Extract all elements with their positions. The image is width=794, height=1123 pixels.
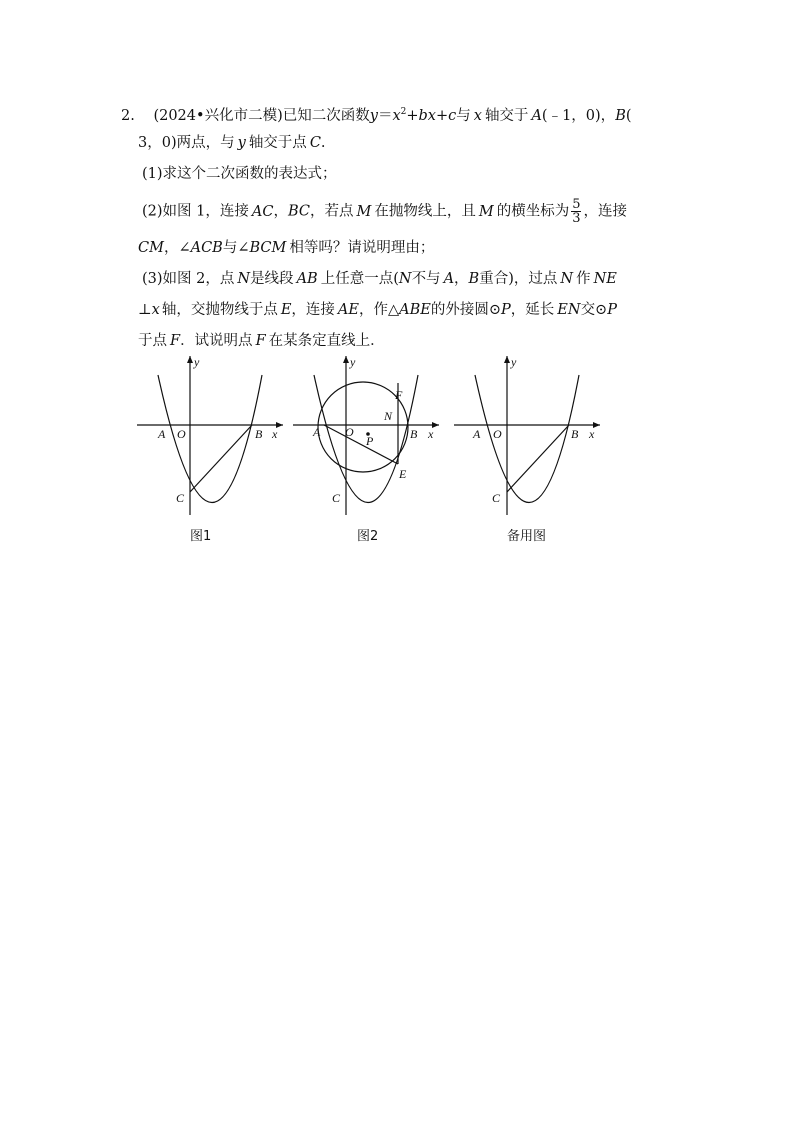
- stem-text: 与: [456, 107, 471, 124]
- stem-end: .: [320, 135, 326, 151]
- equation-rest: +bx+c: [406, 107, 457, 124]
- part-3-text: 重合)，过点: [479, 271, 558, 287]
- label-x: x: [272, 427, 278, 441]
- perp-symbol: ⊥: [138, 302, 152, 318]
- part-3-text: 轴，交抛物线于点: [161, 302, 278, 318]
- part-2-text: ，连接: [583, 203, 627, 220]
- label-y: y: [511, 355, 517, 369]
- equation-eq: ＝: [377, 107, 393, 124]
- label-a: A: [473, 427, 481, 441]
- part-2-text: ，∠: [163, 240, 191, 256]
- label-f: F: [395, 388, 403, 402]
- x-axis-var: x: [473, 107, 482, 124]
- part-3-text: 于点: [138, 333, 167, 349]
- segment-ae: [324, 425, 398, 464]
- angle-acb: ACB: [190, 240, 223, 256]
- question-source: (2024•兴化市二模): [153, 107, 283, 124]
- comma: ，: [273, 203, 288, 220]
- point-b: B: [468, 271, 480, 287]
- point-a: A: [443, 271, 455, 287]
- part-2-line-2: [138, 238, 434, 258]
- y-axis-arrow: [504, 356, 510, 363]
- equation-exponent: 2: [400, 107, 407, 117]
- point-b-coord-start: (: [625, 107, 632, 124]
- part-3-text: ，连接: [291, 302, 335, 318]
- label-b: B: [571, 427, 579, 441]
- part-3-text: (3)如图 2，点: [142, 271, 235, 287]
- point-f: F: [170, 333, 181, 349]
- segment-bc: [507, 425, 569, 492]
- stem-text: 轴交于: [484, 107, 529, 124]
- question-number: 2.: [121, 107, 135, 124]
- label-b: B: [255, 427, 263, 441]
- label-n: N: [384, 409, 393, 423]
- segment-en: EN: [557, 302, 581, 318]
- label-b: B: [410, 427, 418, 441]
- label-a: A: [313, 425, 321, 439]
- fraction-numerator: 5: [572, 197, 581, 212]
- part-2-text: 在抛物线上，且: [374, 203, 476, 220]
- part-3-text: 不与: [411, 271, 441, 287]
- circle-p: P: [607, 302, 617, 318]
- part-3-line-1: [142, 269, 617, 289]
- y-axis-arrow: [187, 356, 193, 363]
- label-e: E: [399, 467, 407, 481]
- part-2-text: 相等吗？请说明理由；: [289, 240, 435, 256]
- fraction-five-thirds: [571, 198, 581, 225]
- label-c: C: [176, 491, 185, 505]
- figures: [0, 340, 794, 940]
- x-axis-var: x: [151, 302, 160, 318]
- point-c: C: [309, 135, 321, 151]
- part-2-text: 的横坐标为: [496, 203, 570, 220]
- label-p: P: [366, 434, 374, 448]
- question-line-1: [121, 102, 632, 126]
- part-3-text: ，延长: [510, 302, 555, 318]
- segment-ac: AC: [251, 203, 274, 220]
- segment-ae: AE: [337, 302, 359, 318]
- part-1: (1)求这个二次函数的表达式；: [142, 166, 337, 182]
- part-2-text: 与∠: [222, 240, 250, 256]
- point-a-coord: (﹣1，0)，: [541, 107, 616, 124]
- point-e: E: [280, 302, 292, 318]
- stem-text: 已知二次函数: [282, 107, 370, 124]
- point-n: N: [398, 271, 412, 287]
- point-b: B: [615, 107, 626, 124]
- segment-cm: CM: [138, 240, 164, 256]
- caption-spare-figure: 备用图: [507, 529, 547, 544]
- label-y: y: [194, 355, 200, 369]
- equation-x: x: [392, 107, 401, 124]
- label-c: C: [492, 491, 501, 505]
- part-3-text: 交⊙: [580, 302, 608, 318]
- point-n: N: [560, 271, 574, 287]
- segment-ne: NE: [593, 271, 617, 287]
- circle-p: P: [501, 302, 511, 318]
- part-3-text: 在某条定直线上．: [268, 333, 385, 349]
- segment-bc: BC: [287, 203, 310, 220]
- y-axis-arrow: [343, 356, 349, 363]
- part-3-text: ．试说明点: [180, 333, 253, 349]
- parabola: [475, 375, 579, 503]
- comma: ，: [454, 271, 469, 287]
- part-3-text: ，作△: [358, 302, 400, 318]
- point-a: A: [531, 107, 542, 124]
- part-3-text: 的外接圆⊙: [430, 302, 502, 318]
- label-o: O: [493, 427, 502, 441]
- point-f: F: [255, 333, 266, 349]
- stem-text: 轴交于点: [248, 135, 307, 151]
- part-3-text: 上任意一点(: [320, 271, 399, 287]
- part-2-text: (2)如图 1，连接: [142, 203, 249, 220]
- triangle-abe: ABE: [399, 302, 431, 318]
- part-3-text: 是线段: [250, 271, 294, 287]
- fraction-denominator: 3: [572, 211, 581, 226]
- label-c: C: [332, 491, 341, 505]
- part-3-line-2: [138, 300, 617, 320]
- label-o: O: [345, 425, 354, 439]
- part-3-text: 作: [576, 271, 591, 287]
- point-m: M: [478, 203, 494, 220]
- y-axis-var: y: [237, 135, 246, 151]
- part-2-text: ，若点: [309, 203, 354, 220]
- equation-y: y: [369, 107, 378, 124]
- label-a: A: [158, 427, 166, 441]
- point-n: N: [237, 271, 251, 287]
- segment-ab: AB: [296, 271, 318, 287]
- label-x: x: [589, 427, 595, 441]
- parabola: [158, 375, 262, 503]
- caption-figure-1: 图1: [190, 529, 212, 544]
- segment-bc: [190, 425, 252, 492]
- point-m: M: [356, 203, 372, 220]
- angle-bcm: BCM: [249, 240, 287, 256]
- point-b-coord-end: 3，0)两点，与: [138, 135, 235, 151]
- label-y: y: [350, 355, 356, 369]
- part-2-line-1: [142, 198, 627, 225]
- label-o: O: [177, 427, 186, 441]
- question-line-2: [138, 133, 326, 153]
- caption-figure-2: 图2: [357, 529, 379, 544]
- label-x: x: [428, 427, 434, 441]
